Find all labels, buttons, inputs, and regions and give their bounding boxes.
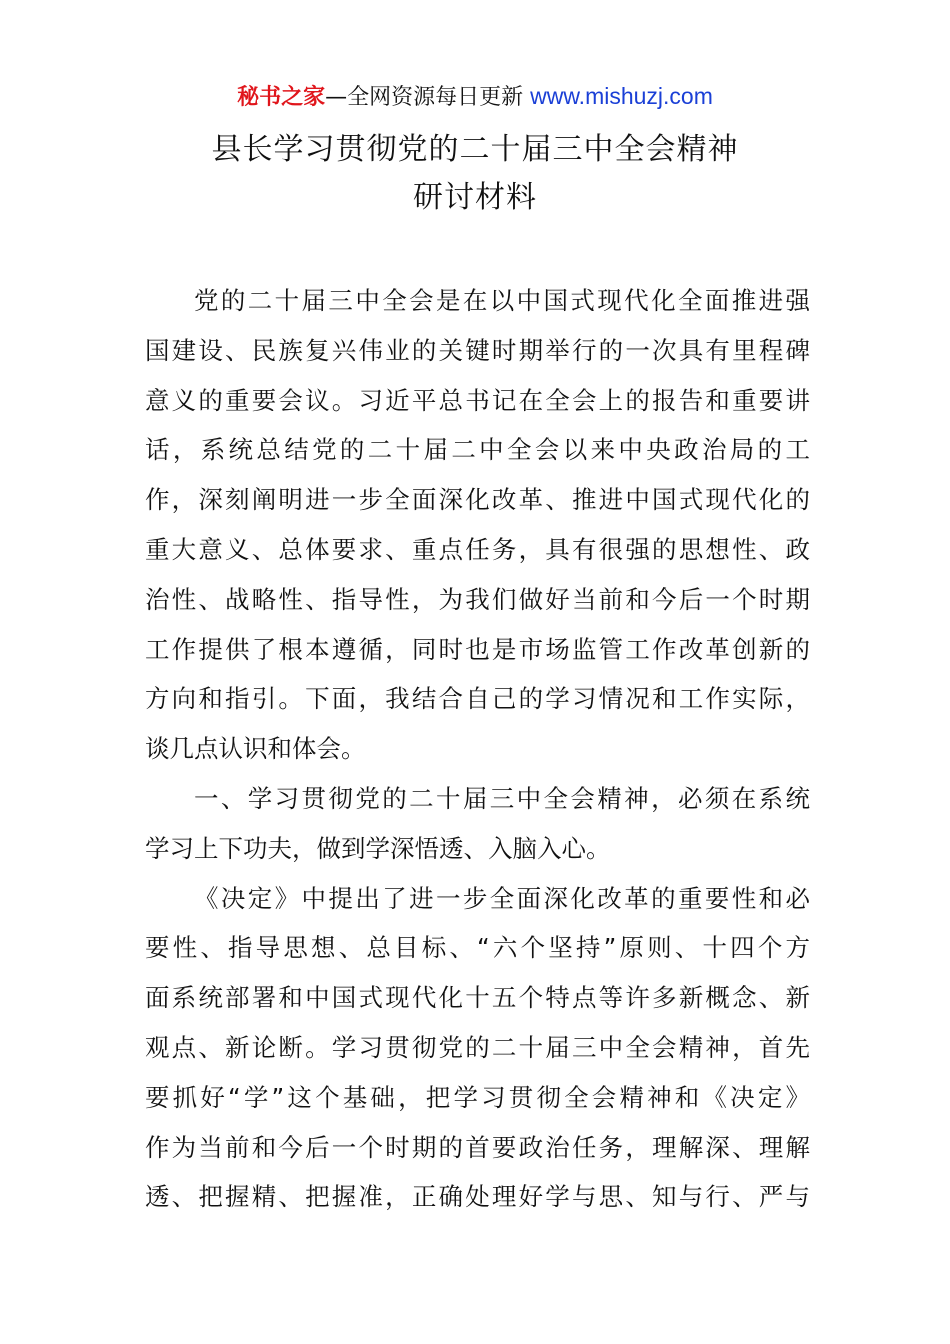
paragraph-line: 作为当前和今后一个时期的首要政治任务，理解深、理解 — [145, 1132, 810, 1162]
section-heading-line: 学习上下功夫，做到学深悟透、入脑入心。 — [145, 833, 611, 863]
document-body — [145, 276, 810, 1222]
site-url-link[interactable]: www.mishuzj.com — [530, 83, 713, 109]
paragraph-line: 谈几点认识和体会。 — [145, 734, 366, 764]
document-title-line-2: 研讨材料 — [413, 180, 537, 215]
paragraph-line: 重大意义、总体要求、重点任务，具有很强的思想性、政 — [145, 534, 810, 564]
paragraph-line: 话，系统总结党的二十届二中全会以来中央政治局的工 — [145, 435, 810, 465]
paragraph-line: 要性、指导思想、总目标、“六个坚持”原则、十四个方 — [145, 933, 810, 963]
document-title-line-1: 县长学习贯彻党的二十届三中全会精神 — [211, 132, 739, 167]
paragraph-line: 《决定》中提出了进一步全面深化改革的重要性和必 — [194, 883, 810, 913]
section-heading-line: 一、学习贯彻党的二十届三中全会精神，必须在系统 — [194, 783, 810, 813]
site-header — [0, 80, 950, 114]
header-tagline: —全网资源每日更新 — [325, 85, 531, 110]
paragraph-line: 党的二十届三中全会是在以中国式现代化全面推进强 — [194, 286, 810, 315]
paragraph-line: 面系统部署和中国式现代化十五个特点等许多新概念、新 — [145, 983, 810, 1013]
paragraph-line: 透、把握精、把握准，正确处理好学与思、知与行、严与 — [145, 1182, 810, 1212]
paragraph-line: 国建设、民族复兴伟业的关键时期举行的一次具有里程碑 — [145, 335, 810, 365]
brand-name: 秘书之家 — [237, 85, 326, 110]
paragraph-line: 要抓好“学”这个基础，把学习贯彻全会精神和《决定》 — [145, 1082, 810, 1112]
paragraph-line: 方向和指引。下面，我结合自己的学习情况和工作实际， — [145, 684, 810, 714]
paragraph-line: 作，深刻阐明进一步全面深化改革、推进中国式现代化的 — [145, 485, 810, 515]
paragraph-line: 工作提供了根本遵循，同时也是市场监管工作改革创新的 — [145, 634, 810, 664]
paragraph-line: 观点、新论断。学习贯彻党的二十届三中全会精神，首先 — [145, 1032, 810, 1062]
paragraph-line: 治性、战略性、指导性，为我们做好当前和今后一个时期 — [145, 584, 810, 614]
paragraph-line: 意义的重要会议。习近平总书记在全会上的报告和重要讲 — [145, 385, 810, 415]
